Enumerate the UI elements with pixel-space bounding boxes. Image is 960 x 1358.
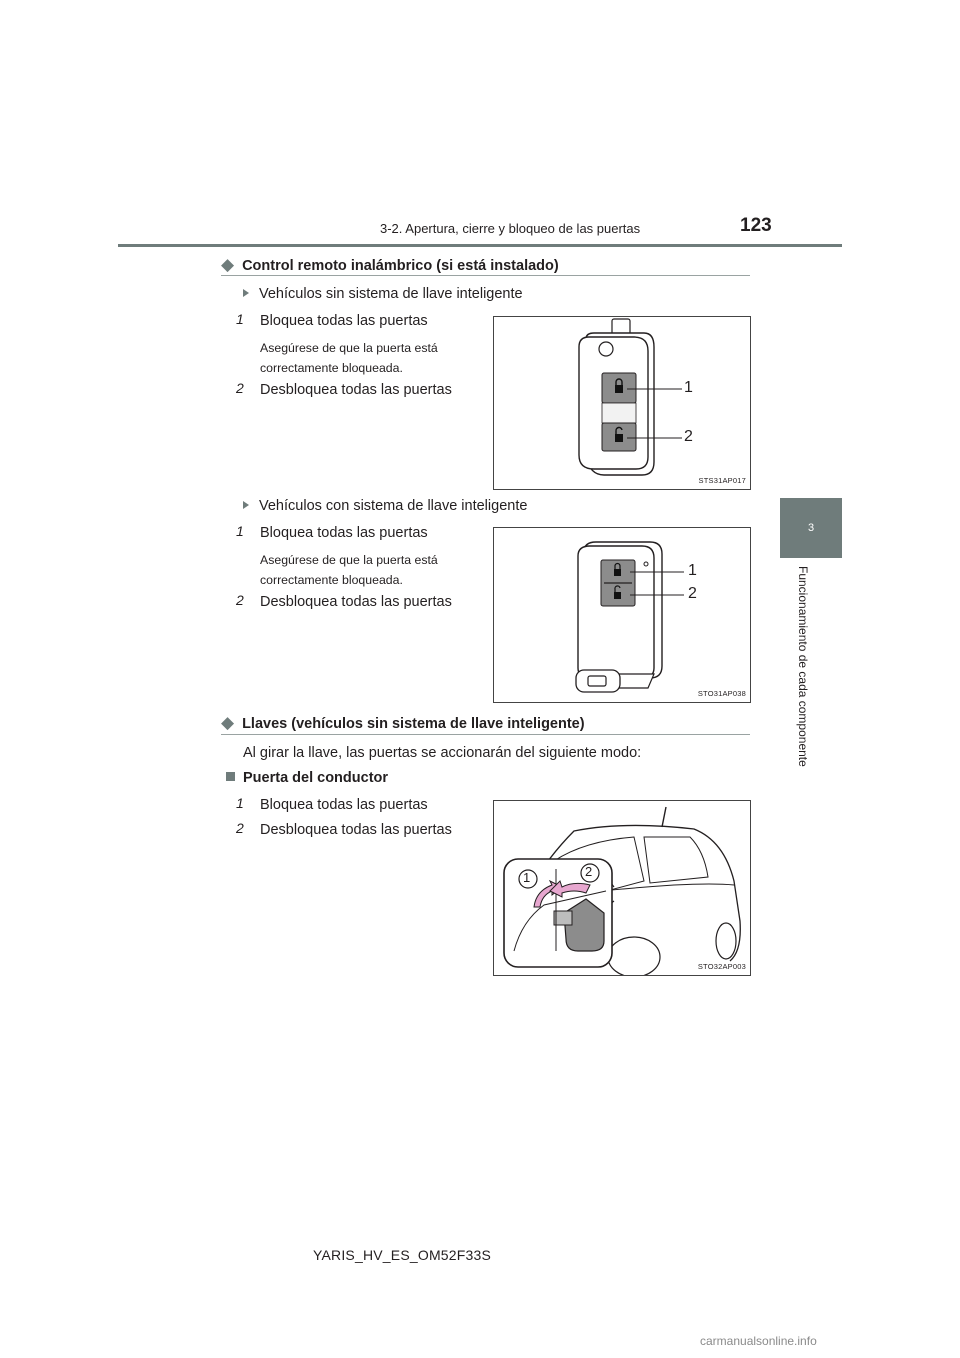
callout-number-2: 2 bbox=[236, 592, 244, 608]
figure-callout-1: 1 bbox=[523, 870, 531, 885]
note-line-2: correctamente bloqueada. bbox=[260, 573, 403, 587]
item-unlock: Desbloquea todas las puertas bbox=[260, 822, 452, 838]
note-line-1: Asegúrese de que la puerta está bbox=[260, 553, 438, 567]
triangle-bullet-icon bbox=[243, 501, 249, 509]
item-unlock: Desbloquea todas las puertas bbox=[260, 382, 452, 398]
running-header: 3-2. Apertura, cierre y bloqueo de las puertas bbox=[380, 221, 641, 236]
chapter-number: 3 bbox=[807, 522, 815, 534]
note-line-2: correctamente bloqueada. bbox=[260, 361, 403, 375]
keys-intro: Al girar la llave, las puertas se accionarán del siguiente modo: bbox=[243, 745, 642, 761]
item-lock: Bloquea todas las puertas bbox=[260, 525, 428, 541]
bullet-with-smart bbox=[243, 498, 527, 514]
bullet-with-smart-text: Vehículos con sistema de llave inteligente bbox=[259, 498, 528, 514]
figure-code: STO32AP003 bbox=[697, 962, 746, 971]
section-rule bbox=[221, 734, 750, 735]
figure-code: STS31AP017 bbox=[698, 476, 746, 485]
section-title-remote-text: Control remoto inalámbrico (si está instalado) bbox=[242, 258, 559, 274]
bullet-without-smart-text: Vehículos sin sistema de llave inteligente bbox=[259, 286, 523, 302]
page-number: 123 bbox=[740, 215, 772, 236]
remote-key-illustration bbox=[494, 317, 750, 489]
callout-number-2: 2 bbox=[236, 820, 244, 836]
figure-callout-2: 2 bbox=[688, 585, 697, 602]
section-title-keys bbox=[221, 713, 585, 733]
subhead-driver-door-text: Puerta del conductor bbox=[243, 770, 389, 786]
item-lock: Bloquea todas las puertas bbox=[260, 797, 428, 813]
callout-number-1: 1 bbox=[236, 311, 244, 327]
chapter-label: Funcionamiento de cada componente bbox=[796, 566, 810, 767]
figure-callout-2: 2 bbox=[585, 864, 593, 879]
figure-remote-key bbox=[493, 316, 751, 490]
bullet-without-smart bbox=[243, 286, 523, 302]
item-unlock: Desbloquea todas las puertas bbox=[260, 594, 452, 610]
diamond-icon: ◆ bbox=[221, 713, 235, 732]
section-title-keys-text: Llaves (vehículos sin sistema de llave inteligente) bbox=[242, 716, 585, 732]
triangle-bullet-icon bbox=[243, 289, 249, 297]
figure-callout-1: 1 bbox=[688, 562, 697, 579]
header-rule bbox=[118, 244, 842, 247]
figure-callout-2: 2 bbox=[684, 428, 693, 445]
figure-smart-key bbox=[493, 527, 751, 703]
watermark: carmanualsonline.info bbox=[700, 1334, 817, 1348]
square-bullet-icon bbox=[226, 772, 235, 781]
callout-number-1: 1 bbox=[236, 795, 244, 811]
figure-car-door-key bbox=[493, 800, 751, 976]
car-door-illustration bbox=[494, 801, 750, 975]
figure-code: STO31AP038 bbox=[697, 689, 746, 698]
item-lock: Bloquea todas las puertas bbox=[260, 313, 428, 329]
note-line-1: Asegúrese de que la puerta está bbox=[260, 341, 438, 355]
diamond-icon: ◆ bbox=[221, 255, 235, 274]
callout-number-1: 1 bbox=[236, 523, 244, 539]
subhead-driver-door bbox=[226, 770, 388, 786]
manual-code: YARIS_HV_ES_OM52F33S bbox=[313, 1247, 492, 1263]
figure-callout-1: 1 bbox=[684, 379, 693, 396]
section-title-remote bbox=[221, 255, 559, 275]
callout-number-2: 2 bbox=[236, 380, 244, 396]
section-rule bbox=[221, 275, 750, 276]
smart-key-illustration bbox=[494, 528, 750, 702]
